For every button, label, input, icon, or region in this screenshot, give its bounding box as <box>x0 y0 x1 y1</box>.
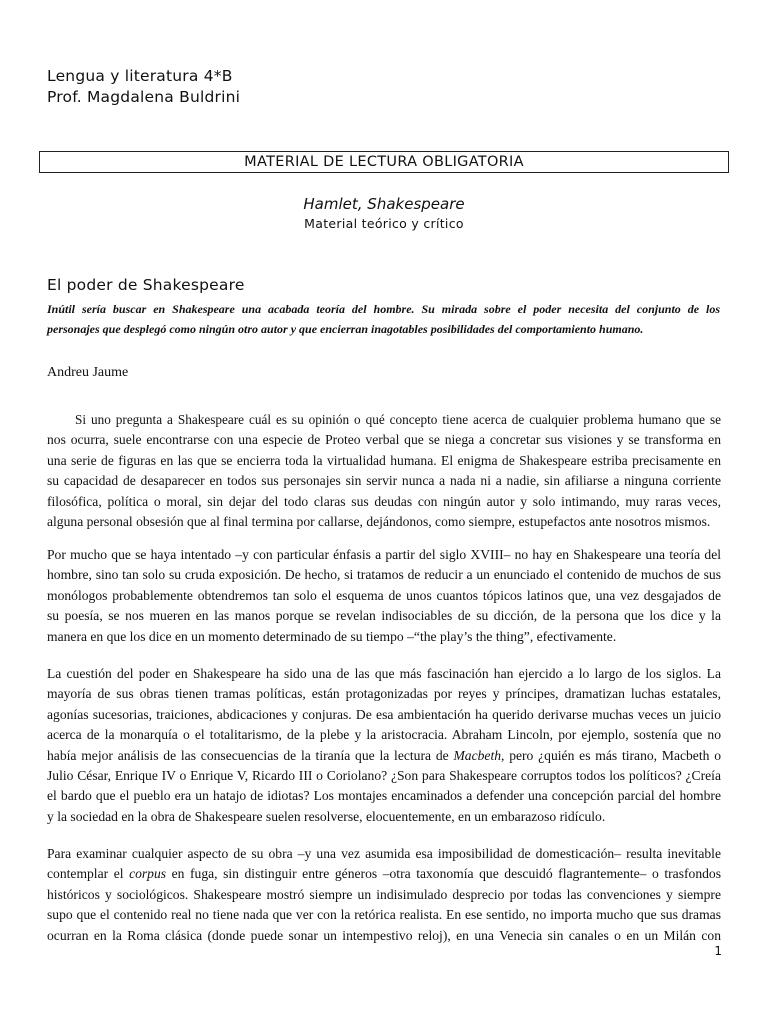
paragraph-line: una serie de figuras en las que se encierra toda la virtualidad humana. El enigma de Shakespeare estriba precisamente en <box>47 452 721 468</box>
paragraph-line: Para examinar cualquier aspecto de su obra –y una vez asumida esa imposibilidad de domesticación– resulta inevitable <box>47 846 721 861</box>
paragraph-line: alguna personal obsesión que al final termina por callarse, dejándonos, como siempre, estupefactos ante nosotros mismos. <box>47 514 711 530</box>
course-name: Lengua y literatura 4*B <box>47 67 233 85</box>
paragraph-line: mayoría de sus obras tienen tramas políticas, están protagonizadas por reyes y príncipes, dramatizan luchas estatales, <box>47 686 721 702</box>
paragraph-line: Por mucho que se haya intentado –y con particular énfasis a partir del siglo XVIII– no hay en Shakespeare una teoría del <box>47 547 721 562</box>
paragraph-2 <box>47 545 721 647</box>
work-subtitle: Material teórico y crítico <box>304 216 464 231</box>
document-header <box>47 66 240 108</box>
lead-line: personajes que desplegó como ningún otro autor y que encierran inagotables posibilidades del comportamiento humano. <box>47 322 644 336</box>
paragraph-line: su poesía, se nos mueren en las manos porque se revelan indisociables de su dicción, de la persona que los dice y la <box>47 608 721 624</box>
paragraph-line: agonías sucesorias, traiciones, abdicaciones y conjuras. De esa ambientación ha querido derivarse muchas veces un juicio <box>47 706 721 722</box>
paragraph-line: manera en que los dice en un momento determinado de su tiempo –“the play’s the thing”, efectivamente. <box>47 628 617 644</box>
paragraph-1 <box>47 410 721 532</box>
paragraph-line: ocurran en la Roma clásica (donde puede sonar un intempestivo reloj), en una Venecia sin canales o en un Milán con <box>47 927 721 943</box>
reading-material-banner: MATERIAL DE LECTURA OBLIGATORIA <box>39 151 729 173</box>
article-author: Andreu Jaume <box>47 365 129 380</box>
teacher-name: Prof. Magdalena Buldrini <box>47 88 241 106</box>
paragraph-line: el bardo que el pueblo era un hatajo de idiotas? Los montajes encaminados a defender una concepción parcial del hombre <box>47 788 721 804</box>
paragraph-line: su capacidad de desaparecer en todos sus personajes sin servir nunca a nada ni a nadie, sin afiliarse a ninguna corriente <box>47 473 721 489</box>
article-heading: El poder de Shakespeare <box>47 276 245 294</box>
paragraph-line: históricos y sociológicos. Shakespeare mostró siempre un indisimulado desprecio por todas las convenciones y siempre <box>47 886 721 902</box>
text-run: contemplar el <box>47 866 130 882</box>
page-number: 1 <box>714 944 722 958</box>
paragraph-line <box>47 864 721 884</box>
term-corpus: corpus <box>129 866 167 882</box>
paragraph-line: nos ocurra, suele encontrarse con una especie de Proteo verbal que se niega a concretar sus visiones y se transforma en <box>47 432 721 448</box>
paragraph-line: supo que el contenido real no tiene nada que ver con la retórica realista. En ese sentido, no importa mucho que sus dramas <box>47 907 721 923</box>
article-lead <box>47 299 720 339</box>
paragraph-line: y la sociedad en la obra de Shakespeare suelen resolverse, elocuentemente, en un embarazoso ridículo. <box>47 808 606 824</box>
paragraph-line: monólogos probablemente obtendremos tan solo el esquema de unos cuantos tópicos latinos que, una vez desgajados de <box>47 587 721 603</box>
paragraph-line <box>47 746 721 766</box>
paragraph-line: filosófica, política o moral, sin dejar del todo claras sus deudas con ningún autor y solo intimando, muy raras veces, <box>47 493 721 509</box>
paragraph-3 <box>47 664 721 827</box>
paragraph-line: hombre, sino tan solo su cruda exposición. De hecho, si tratamos de reducir a un enunciado el contenido de muchos de sus <box>47 567 721 583</box>
text-run: había mejor análisis de las consecuencias de la tiranía que la lectura de <box>47 747 454 763</box>
work-title-macbeth: Macbeth <box>453 747 502 763</box>
paragraph-line: La cuestión del poder en Shakespeare ha sido una de las que más fascinación han ejercido a lo largo de los siglos. La <box>47 666 721 681</box>
text-run: , pero ¿quién es más tirano, Macbeth o <box>501 747 721 763</box>
paragraph-line: Si uno pregunta a Shakespeare cuál es su opinión o qué concepto tiene acerca de cualquier problema humano que se <box>75 412 721 427</box>
paragraph-line: Julio César, Enrique IV o Enrique V, Ricardo III o Coriolano? ¿Son para Shakespeare corruptos todos los políticos? ¿Creía <box>47 768 721 784</box>
paragraph-4 <box>47 844 721 946</box>
work-title: Hamlet, Shakespeare <box>303 195 465 213</box>
paragraph-line: acerca de la monarquía o el totalitarismo, de la plebe y la aristocracia. Abraham Lincoln, por ejemplo, sostenía que no <box>47 727 721 743</box>
text-run: en fuga, sin distinguir entre géneros –otra taxonomía que descuidó flagrantemente– o trasfondos <box>166 866 721 882</box>
lead-line: Inútil sería buscar en Shakespeare una acabada teoría del hombre. Su mirada sobre el poder necesita del conjunto de los <box>47 302 720 316</box>
